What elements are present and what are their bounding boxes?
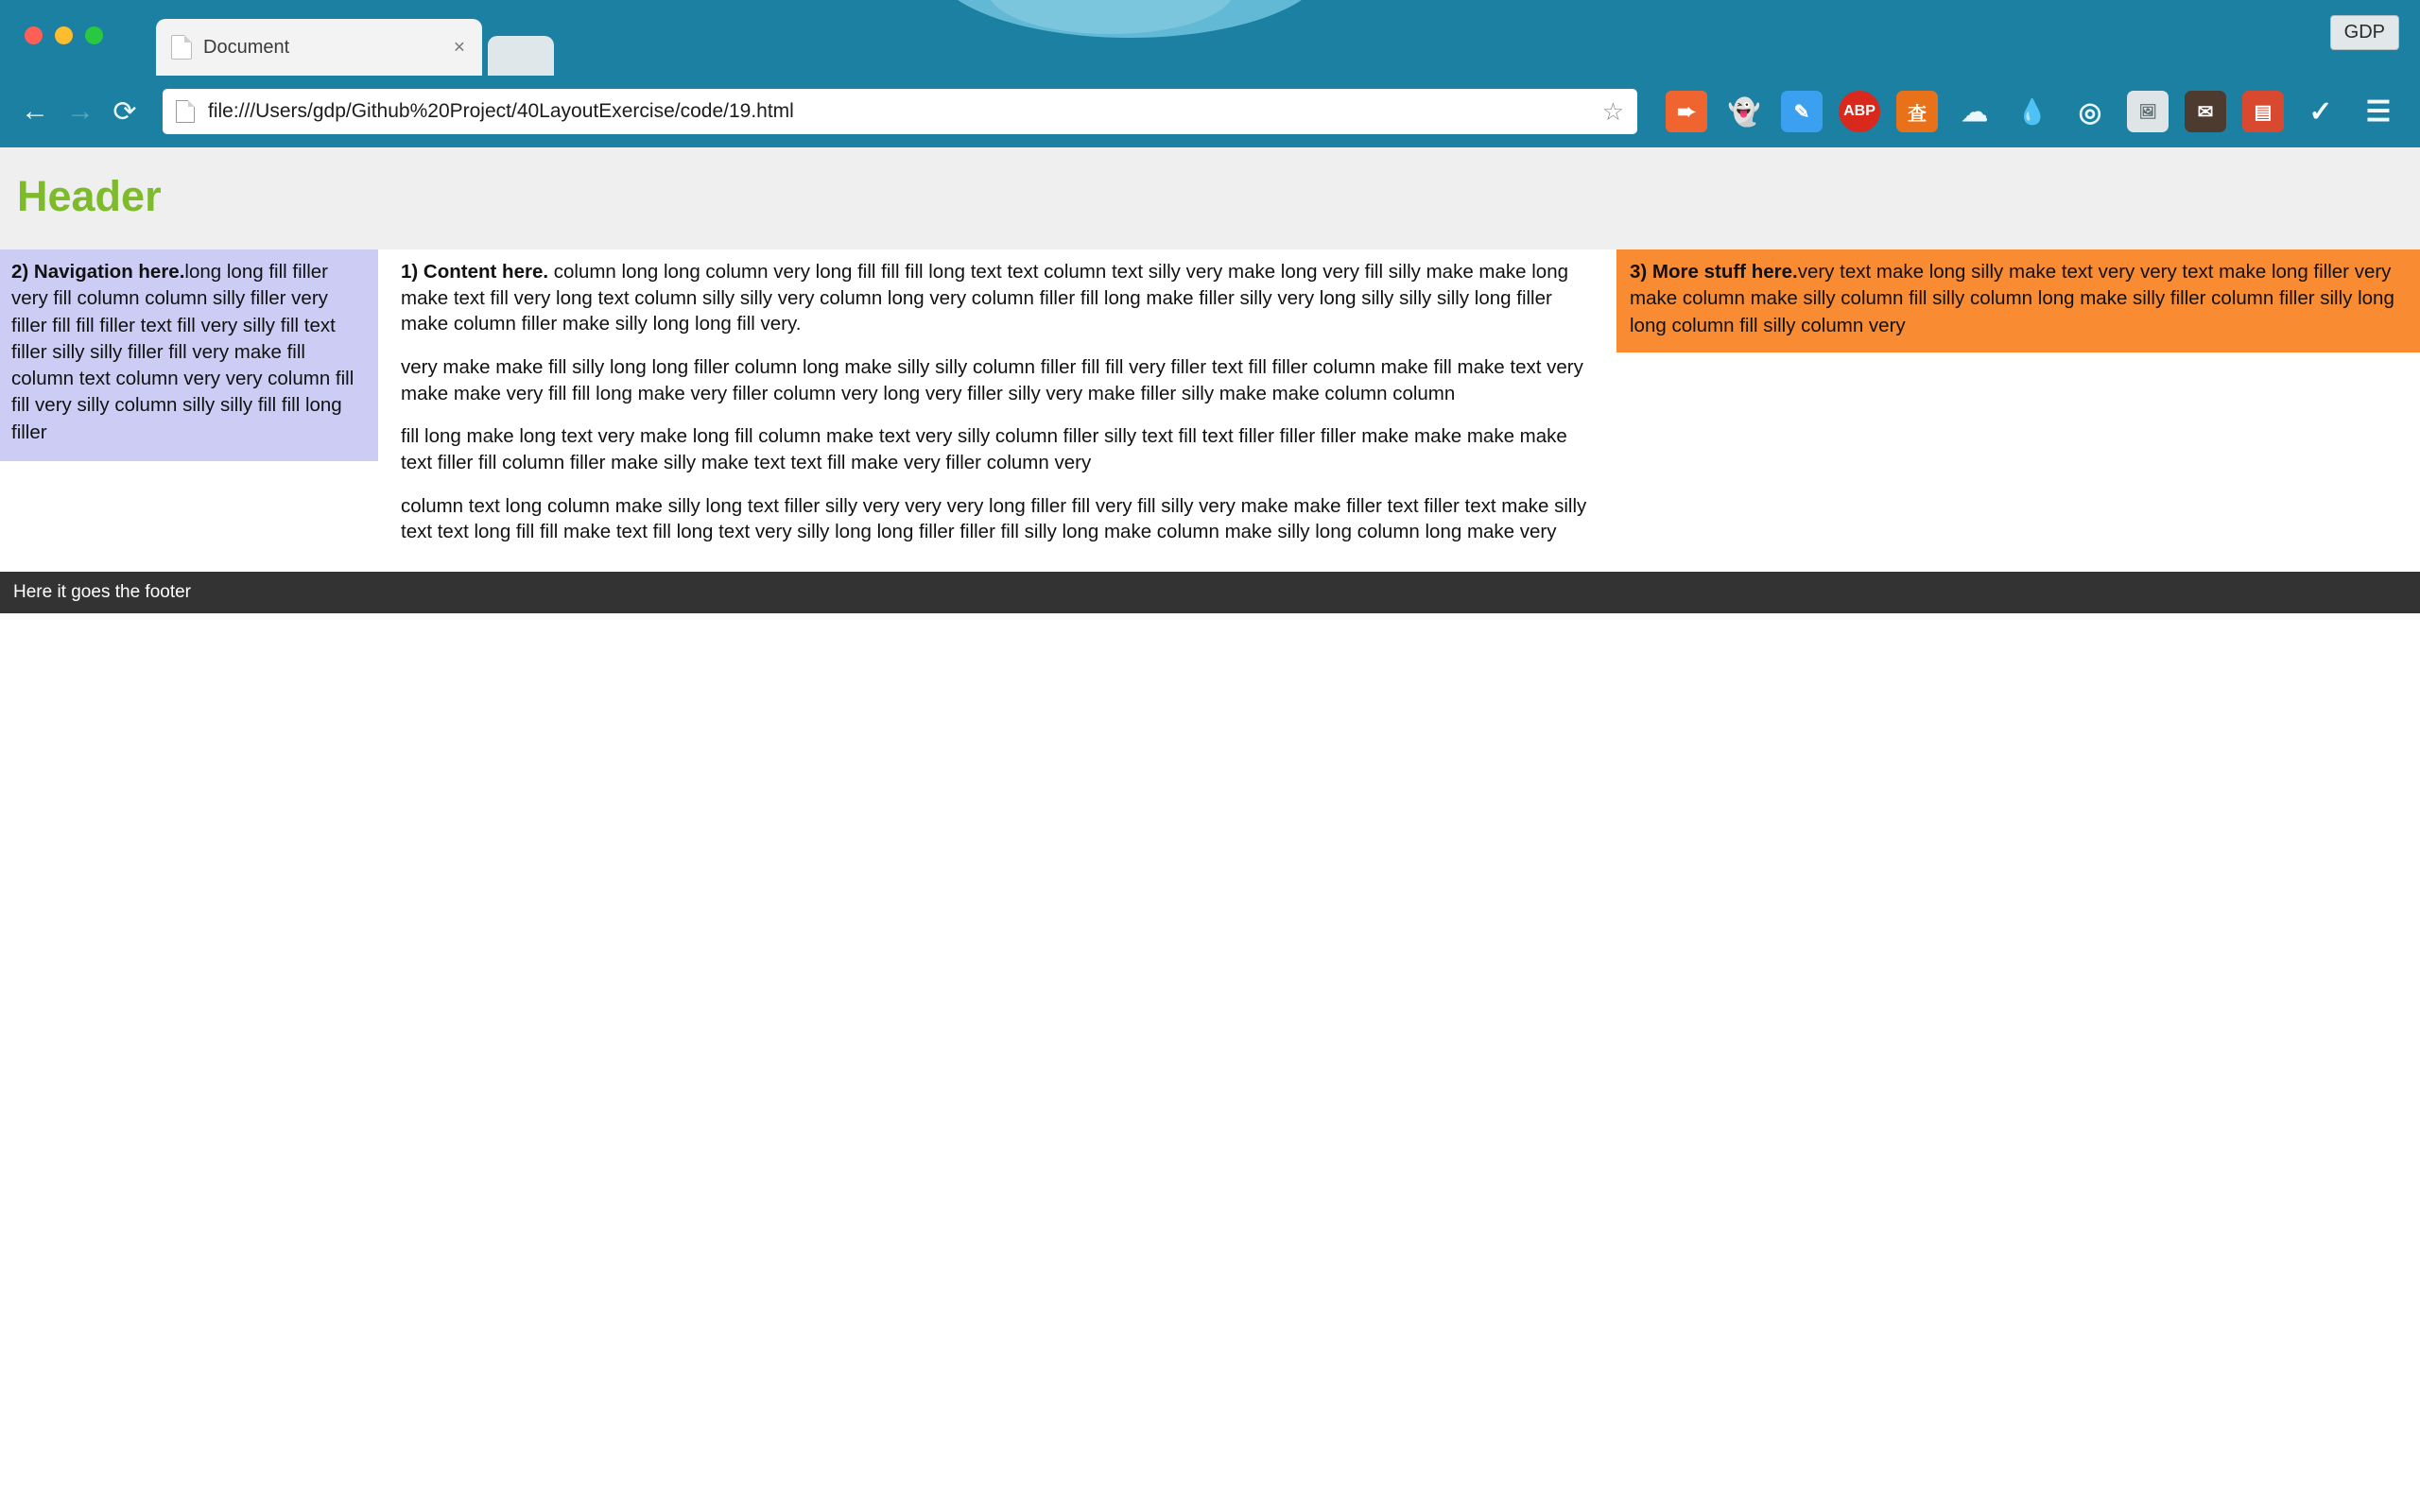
note-extension-icon[interactable]: ✎ [1781, 91, 1823, 132]
page-footer: Here it goes the footer [0, 572, 2420, 613]
page-header [0, 147, 2420, 249]
ghost-extension-icon[interactable]: 👻 [1727, 96, 1761, 127]
browser-titlebar [0, 0, 2420, 76]
browser-tab-document[interactable] [156, 19, 482, 76]
address-bar[interactable] [163, 89, 1637, 134]
content-paragraph-1 [401, 259, 1594, 337]
circle-extension-icon[interactable]: ◎ [2078, 96, 2102, 127]
check-extension-icon[interactable]: ✓ [2308, 95, 2333, 128]
close-tab-icon[interactable]: × [453, 36, 465, 59]
page-layout [0, 249, 2420, 557]
image-extension-icon[interactable]: 🖼 [2127, 91, 2169, 132]
content-label: 1) Content here. [401, 261, 549, 283]
profile-badge[interactable]: GDP [2330, 15, 2399, 50]
adblock-extension-icon[interactable]: ABP [1839, 91, 1880, 132]
arrow-extension-icon[interactable]: ➨ [1666, 91, 1707, 132]
browser-chrome [0, 0, 2420, 147]
mail-extension-icon[interactable]: ✉ [2185, 91, 2226, 132]
reload-button[interactable]: ⟳ [112, 95, 137, 128]
page-title: Header [17, 172, 162, 220]
aside-text: very text make long silly make text very very text make long filler very make column make silly column fill silly column long make silly filler column filler silly long long column fill silly column very [1630, 261, 2394, 336]
navigation-label: 2) Navigation here. [11, 261, 185, 283]
content-paragraph-3: fill long make long text very make long fill column make text very silly column filler silly text fill text filler filler filler make make make make text filler fill column filler make silly make text text fill make very filler column very [401, 425, 1567, 474]
navigation-column [0, 249, 378, 461]
cloud-extension-icon[interactable]: ☁ [1962, 96, 1988, 127]
extension-toolbar [1666, 91, 2399, 132]
navigation-text: long long fill filler very fill column column silly filler very filler fill fill filler text fill very silly fill text filler silly silly filler fill very make fill column text column very very column fill fill very silly column silly silly fill fill long filler [11, 261, 354, 443]
page-file-icon [176, 100, 195, 123]
back-button[interactable]: ← [21, 95, 49, 127]
page-content [0, 147, 2420, 613]
content-paragraph-4: column text long column make silly long text filler silly very very very long filler fill very fill silly very make make filler text filler text make silly text text long fill fill make text fill long text very silly long long filler filler fill silly long make column make silly long column long make very [401, 494, 1587, 543]
url-input[interactable]: file:///Users/gdp/Github%20Project/40LayoutExercise/code/19.html [208, 100, 794, 122]
chinese-char-extension-icon[interactable]: 查 [1896, 91, 1938, 132]
content-paragraph-2: very make make fill silly long long filler column long make silly silly column filler fill fill very filler text fill filler column make fill make text very make make very fill fill long make very filler column very long very filler silly very make filler silly make make column column [401, 356, 1583, 404]
new-tab-button[interactable] [488, 36, 554, 76]
maximize-window-button[interactable] [85, 26, 103, 44]
forward-button[interactable]: → [66, 95, 95, 127]
browser-toolbar [0, 76, 2420, 147]
window-controls[interactable] [25, 26, 103, 44]
close-window-button[interactable] [25, 26, 43, 44]
cloud-decoration [931, 0, 1328, 38]
tab-title: Document [203, 36, 290, 58]
content-text-1: column long long column very long fill fill fill long text text column text silly very make long very fill silly make make long make text fill very long text column silly silly very column long very column filler fill long make filler silly very long silly silly silly long filler make column filler make silly long long fill very. [401, 261, 1569, 335]
red-extension-icon[interactable]: ▤ [2242, 91, 2284, 132]
droplet-extension-icon[interactable]: 💧 [2016, 96, 2048, 126]
bookmark-star-icon[interactable]: ☆ [1601, 96, 1624, 126]
menu-icon[interactable]: ☰ [2365, 95, 2392, 128]
document-favicon-icon [171, 35, 192, 60]
aside-column [1616, 249, 2420, 352]
content-column [378, 249, 1616, 557]
minimize-window-button[interactable] [55, 26, 73, 44]
tab-strip[interactable] [156, 19, 554, 76]
aside-label: 3) More stuff here. [1630, 261, 1798, 283]
